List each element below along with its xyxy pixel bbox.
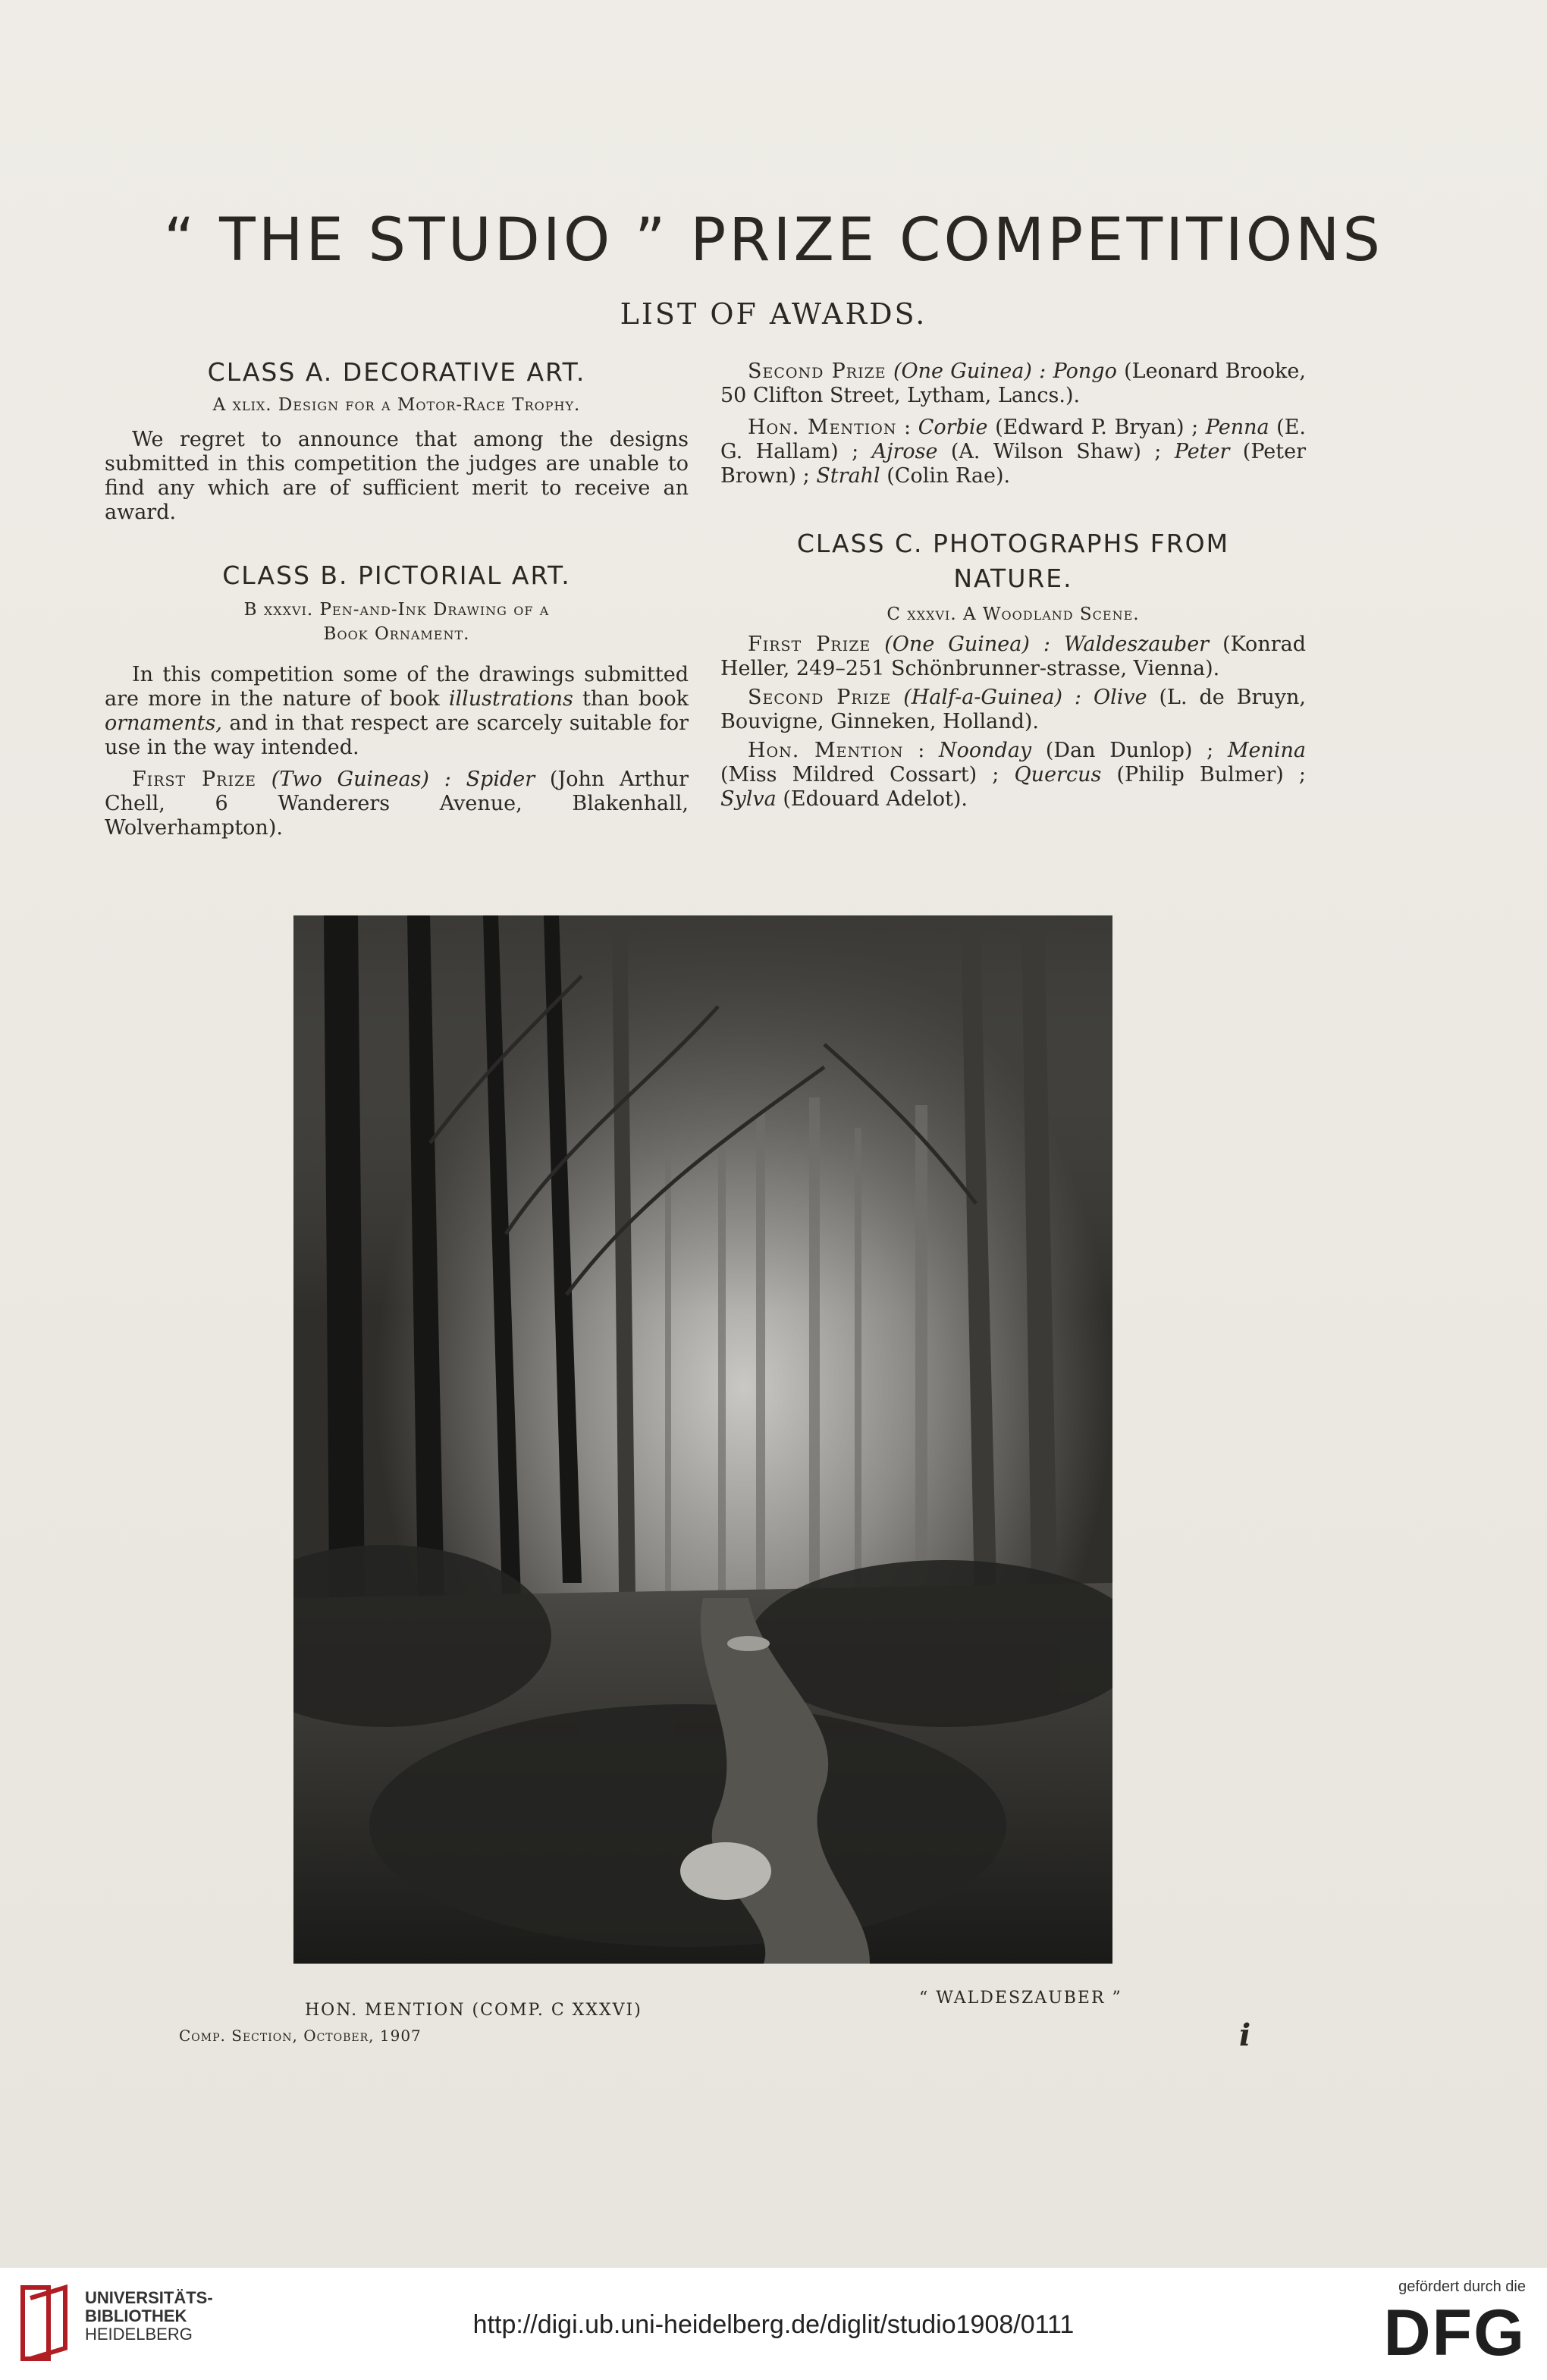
- winner-details: (Philip Bulmer) ;: [1101, 763, 1306, 787]
- winner-pseudonym: Corbie: [918, 416, 988, 439]
- winner-details: (L. de Bruyn, Bouvigne, Ginneken, Holland).: [720, 686, 1306, 733]
- page-number: i: [1239, 2017, 1251, 2053]
- library-name-line1: UNIVERSITÄTS-: [85, 2288, 213, 2307]
- text-span: and in that respect are scarcely suitable for use in the way intended.: [105, 711, 689, 759]
- class-a-subheading: A xlix. Design for a Motor-Race Trophy.: [212, 395, 581, 415]
- class-c-first-prize: [720, 633, 1306, 681]
- class-b-subheading-line2: Book Ornament.: [323, 624, 470, 644]
- class-c-heading-line1: CLASS C. PHOTOGRAPHS FROM: [796, 529, 1230, 558]
- winner-pseudonym: Noonday: [939, 739, 1032, 762]
- winner-details: (Dan Dunlop) ;: [1031, 739, 1228, 762]
- class-c-subheading: C xxxvi. A Woodland Scene.: [886, 604, 1140, 624]
- winner-details: (Colin Rae).: [880, 464, 1011, 488]
- text-span: than book: [573, 687, 689, 711]
- winner-details: (John Arthur Chell, 6 Wanderers Avenue, Blakenhall, Wolverhampton).: [105, 768, 689, 840]
- library-name-line3: HEIDELBERG: [85, 2325, 193, 2344]
- winner-pseudonym: Ajrose: [871, 440, 938, 463]
- class-c-honourable-mentions: [720, 739, 1306, 812]
- prize-label: Hon. Mention: [748, 416, 897, 439]
- winner-details: (Konrad Heller, 249–251 Schönbrunner-strasse, Vienna).: [720, 633, 1306, 680]
- prize-label: Hon. Mention: [748, 739, 904, 762]
- winner-details: (A. Wilson Shaw) ;: [937, 440, 1175, 463]
- page-subtitle: LIST OF AWARDS.: [620, 297, 927, 331]
- library-name-line2: BIBLIOTHEK: [85, 2306, 187, 2325]
- class-a-heading: CLASS A. DECORATIVE ART.: [207, 357, 586, 387]
- figure-caption-left: HON. MENTION (COMP. C XXXVI): [305, 2001, 642, 2020]
- prize-label: First Prize: [132, 768, 257, 791]
- text-span: In this competition some of the drawings submitted are more in the nature of book: [105, 663, 689, 711]
- class-b-heading: CLASS B. PICTORIAL ART.: [222, 560, 571, 590]
- digitization-footer: [0, 2268, 1547, 2380]
- winner-pseudonym: Peter: [1174, 440, 1230, 463]
- section-footer: Comp. Section, October, 1907: [179, 2027, 422, 2045]
- class-b-first-prize: [105, 768, 689, 840]
- class-b-honourable-mentions: [720, 416, 1306, 488]
- right-column: [720, 360, 1306, 812]
- winner-details: (Edward P. Bryan) ;: [987, 416, 1206, 439]
- class-a-text: We regret to announce that among the designs submitted in this competition the judges are unable to find any which are of sufficient merit to receive an award.: [105, 428, 689, 524]
- dfg-logo[interactable]: DFG: [1383, 2297, 1526, 2369]
- winner-pseudonym: Pongo: [1053, 360, 1117, 383]
- winner-pseudonym: Olive: [1093, 686, 1147, 709]
- winner-pseudonym: Quercus: [1014, 763, 1102, 787]
- figure-caption-right: “ WALDESZAUBER ”: [919, 1989, 1122, 2008]
- prize-amount: (One Guinea) :: [871, 633, 1064, 656]
- winner-details: (Leonard Brooke, 50 Clifton Street, Lytham, Lancs.).: [720, 360, 1306, 407]
- prize-amount: (One Guinea) :: [886, 360, 1053, 383]
- separator: :: [903, 739, 940, 762]
- winner-details: (Peter Brown) ;: [720, 440, 1306, 488]
- class-b-subheading-line1: B xxxvi. Pen-and-Ink Drawing of a: [243, 600, 550, 620]
- class-b-second-prize: [720, 360, 1306, 408]
- page-title: “ THE STUDIO ” PRIZE COMPETITIONS: [163, 206, 1384, 275]
- winner-details: (Miss Mildred Cossart) ;: [720, 763, 1015, 787]
- winner-pseudonym: Spider: [466, 768, 535, 791]
- winner-pseudonym: Menina: [1227, 739, 1307, 762]
- winner-details: (E. G. Hallam) ;: [720, 416, 1306, 463]
- winner-pseudonym: Waldeszauber: [1063, 633, 1210, 656]
- separator: :: [896, 416, 918, 439]
- prize-label: Second Prize: [748, 686, 892, 709]
- class-c-second-prize: [720, 686, 1306, 734]
- winner-details: (Edouard Adelot).: [776, 787, 968, 811]
- winner-pseudonym: Sylva: [720, 787, 777, 811]
- prize-amount: (Half-a-Guinea) :: [891, 686, 1094, 709]
- class-b-paragraph: [105, 663, 689, 760]
- emphasis-illustrations: illustrations: [448, 687, 573, 711]
- prize-amount: (Two Guineas) :: [256, 768, 466, 791]
- woodland-photograph: [293, 915, 1112, 1964]
- source-url-link[interactable]: http://digi.ub.uni-heidelberg.de/diglit/studio1908/0111: [472, 2310, 1075, 2339]
- woodland-scene-illustration: [293, 915, 1112, 1964]
- winner-pseudonym: Penna: [1205, 416, 1269, 439]
- prize-label: First Prize: [748, 633, 871, 656]
- prize-label: Second Prize: [748, 360, 886, 383]
- winner-pseudonym: Strahl: [816, 464, 880, 488]
- left-column: [105, 355, 689, 840]
- emphasis-ornaments: ornaments,: [105, 711, 222, 735]
- class-c-heading-line2: NATURE.: [953, 564, 1073, 593]
- funding-note: gefördert durch die: [1398, 2278, 1526, 2295]
